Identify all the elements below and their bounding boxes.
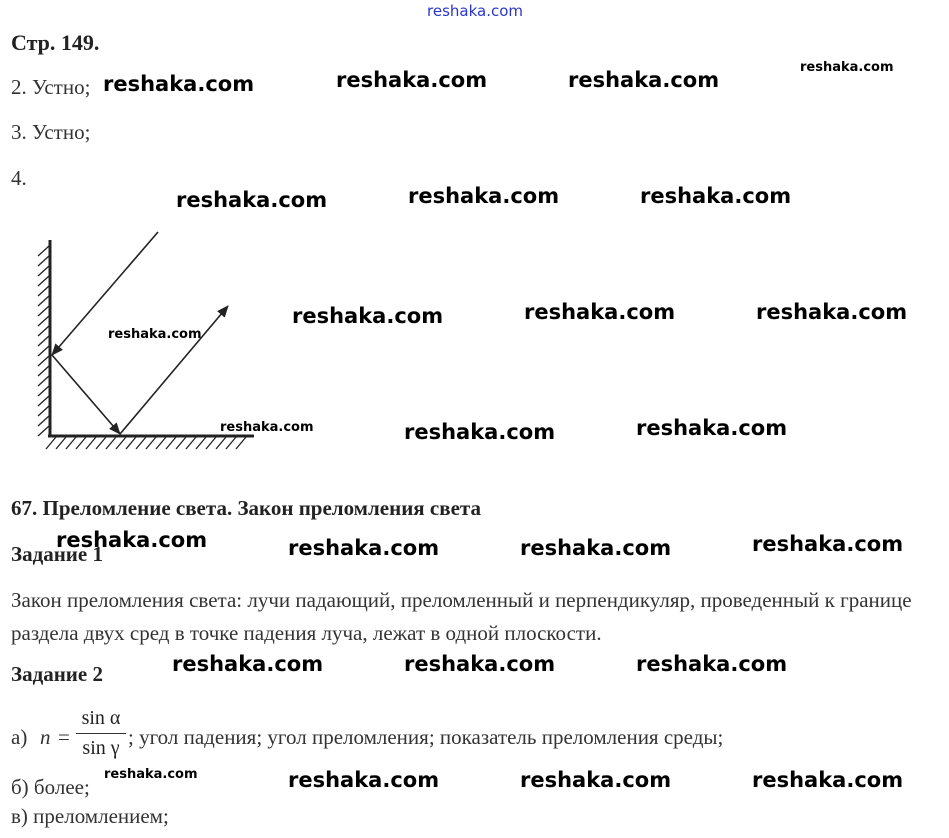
watermark: reshaka.com [408, 184, 560, 208]
floor-hatch-mark [176, 437, 186, 449]
watermark: reshaka.com [172, 652, 324, 676]
wall-hatch-mark [38, 376, 49, 386]
floor-hatch-mark [156, 437, 166, 449]
watermark-top: reshaka.com [427, 2, 523, 20]
wall-hatch-mark [38, 266, 49, 276]
wall-hatch-mark [38, 296, 49, 306]
floor-hatch-mark [66, 437, 76, 449]
floor-hatch-mark [96, 437, 106, 449]
watermark: reshaka.com [292, 304, 444, 328]
floor-hatch-mark [196, 437, 206, 449]
watermark: reshaka.com [520, 768, 672, 792]
section-title: 67. Преломление света. Закон преломления света [11, 496, 481, 520]
formula-denominator: sin γ [82, 737, 120, 759]
floor-hatch-mark [166, 437, 176, 449]
floor-hatch-mark [76, 437, 86, 449]
floor-hatch [46, 437, 246, 449]
formula-n-symbol: n [40, 725, 51, 749]
formula-fraction [76, 705, 126, 765]
watermark: reshaka.com [56, 528, 208, 552]
task2-c-text: в) преломлением; [11, 804, 169, 828]
watermark: reshaka.com [756, 300, 908, 324]
reflected-ray-2 [120, 306, 228, 434]
wall-hatch-mark [38, 406, 49, 416]
watermark: reshaka.com [176, 188, 328, 212]
watermark: reshaka.com [640, 184, 792, 208]
floor-hatch-mark [56, 437, 66, 449]
watermark: reshaka.com [108, 327, 202, 342]
task2-b-text: б) более; [11, 775, 90, 799]
wall-hatch [38, 246, 49, 436]
wall-hatch-mark [38, 336, 49, 346]
floor-hatch-mark [116, 437, 126, 449]
floor-hatch-mark [136, 437, 146, 449]
watermark: reshaka.com [103, 72, 255, 96]
wall-hatch-mark [38, 366, 49, 376]
formula-equals: = [58, 725, 70, 749]
floor-hatch-mark [86, 437, 96, 449]
watermark: reshaka.com [636, 416, 788, 440]
floor-hatch-mark [226, 437, 236, 449]
wall-hatch-mark [38, 416, 49, 426]
page-header: Стр. 149. [11, 30, 100, 55]
watermark: reshaka.com [636, 652, 788, 676]
watermark: reshaka.com [404, 420, 556, 444]
task2-title: Задание 2 [11, 662, 103, 686]
floor-hatch-mark [146, 437, 156, 449]
wall-hatch-mark [38, 246, 49, 256]
watermark: reshaka.com [524, 300, 676, 324]
floor-hatch-mark [216, 437, 226, 449]
watermark: reshaka.com [288, 768, 440, 792]
formula-numerator: sin α [81, 707, 121, 729]
watermark: reshaka.com [336, 68, 488, 92]
wall-hatch-mark [38, 256, 49, 266]
watermark: reshaka.com [288, 536, 440, 560]
watermark: reshaka.com [104, 767, 198, 782]
watermark: reshaka.com [520, 536, 672, 560]
task2-a-text: ; угол падения; угол преломления; показатель преломления среды; [128, 725, 724, 749]
wall-hatch-mark [38, 316, 49, 326]
reflected-ray-1 [52, 355, 120, 434]
floor-hatch-mark [46, 437, 56, 449]
fraction-bar [76, 733, 126, 734]
item-4: 4. [11, 166, 27, 190]
wall-hatch-mark [38, 386, 49, 396]
task1-text: Закон преломления света: лучи падающий, преломленный и перпендикуляр, проведенный к границе раздела двух сред в точке падения луча, лежат в одной плоскости. [11, 588, 912, 645]
floor-hatch-mark [126, 437, 136, 449]
wall-hatch-mark [38, 326, 49, 336]
floor-hatch-mark [236, 437, 246, 449]
wall-hatch-mark [38, 306, 49, 316]
wall-hatch-mark [38, 356, 49, 366]
item-2: 2. Устно; [11, 75, 91, 99]
wall-hatch-mark [38, 426, 49, 436]
task1-title: Задание 1 [11, 542, 103, 566]
wall-hatch-mark [38, 396, 49, 406]
wall-hatch-mark [38, 346, 49, 356]
watermark: reshaka.com [404, 652, 556, 676]
watermark: reshaka.com [568, 68, 720, 92]
wall-hatch-mark [38, 286, 49, 296]
floor-hatch-mark [106, 437, 116, 449]
floor-hatch-mark [206, 437, 216, 449]
watermark: reshaka.com [220, 420, 314, 435]
task2-a-prefix: а) [11, 725, 28, 749]
formula-n [40, 725, 51, 750]
watermark: reshaka.com [752, 768, 904, 792]
floor-hatch-mark [186, 437, 196, 449]
item-3: 3. Устно; [11, 120, 91, 144]
watermark: reshaka.com [752, 532, 904, 556]
watermark: reshaka.com [800, 60, 894, 75]
wall-hatch-mark [38, 276, 49, 286]
